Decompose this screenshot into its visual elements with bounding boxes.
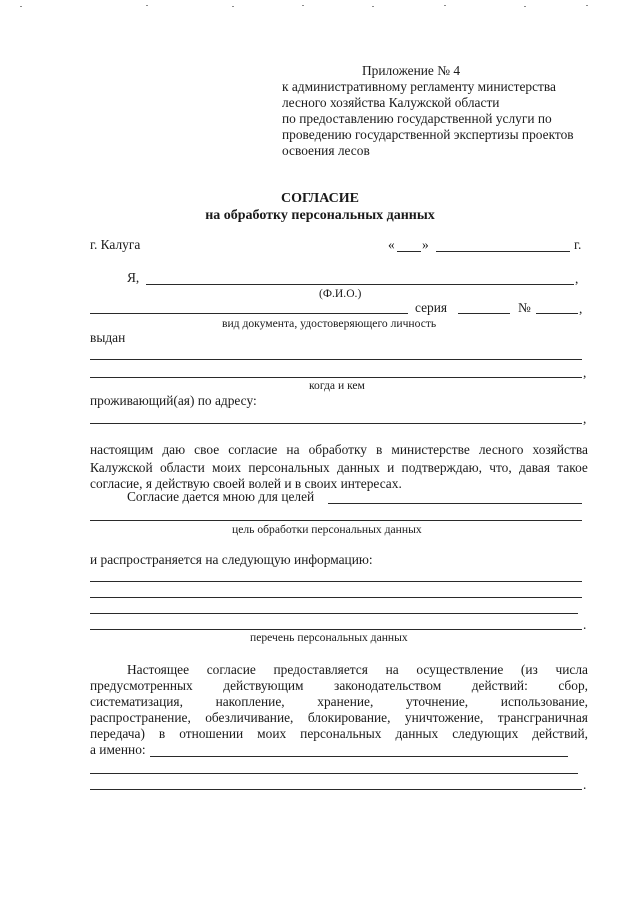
actions-line-4 <box>90 711 588 724</box>
paragraph-word: лесного <box>478 442 524 457</box>
paragraph-word: блокирование, <box>307 710 391 725</box>
actions-line-6: а именно: <box>90 742 146 757</box>
appendix-line: проведению государственной экспертизы проектов <box>282 127 574 142</box>
appendix-number: Приложение № 4 <box>362 63 461 78</box>
document-type-field[interactable] <box>90 313 408 314</box>
paragraph-word: действий, <box>532 726 588 741</box>
paragraph-word: свое <box>194 442 220 457</box>
paragraph-word: настоящим <box>90 442 154 457</box>
date-close-quote: » <box>422 237 429 252</box>
paragraph-word: подтверждаю, <box>401 460 482 475</box>
issued-label: выдан <box>90 330 126 345</box>
issued-field-line-1[interactable] <box>90 359 582 360</box>
paragraph-word: данных <box>336 460 380 475</box>
series-field[interactable] <box>458 313 510 314</box>
paragraph-word: данных <box>395 726 439 741</box>
scan-speckle <box>232 6 234 7</box>
info-label: и распространяется на следующую информацию: <box>90 552 373 567</box>
paragraph-word: систематизация, <box>90 694 183 709</box>
paragraph-word: Настоящее <box>127 662 190 677</box>
scan-speckle <box>372 6 374 7</box>
paragraph-word: действий: <box>471 678 528 693</box>
paragraph-word: такое <box>557 460 588 475</box>
scan-speckle <box>586 5 588 6</box>
paragraph-word: хозяйства <box>532 442 588 457</box>
period-mark: . <box>583 777 587 792</box>
paragraph-word: законодательством <box>334 678 442 693</box>
appendix-line: к административному регламенту министерства <box>282 79 556 94</box>
purpose-label: Согласие дается мною для целей <box>127 489 315 504</box>
document-subtitle: на обработку персональных данных <box>205 208 435 223</box>
period-mark: . <box>583 617 587 632</box>
paragraph-word: осуществление <box>416 662 504 677</box>
paragraph-word: и <box>387 460 395 475</box>
paragraph-word: министерстве <box>391 442 470 457</box>
paragraph-word: в <box>158 726 166 741</box>
issued-field-line-2[interactable] <box>90 377 582 378</box>
comma-mark: , <box>583 411 587 426</box>
paragraph-word: моих <box>212 460 242 475</box>
info-field-line-1[interactable] <box>90 581 582 582</box>
paragraph-word: даю <box>162 442 186 457</box>
consent-line-3: согласие, я действую своей волей и в своих интересах. <box>90 476 402 491</box>
paragraph-word: обработку <box>308 442 367 457</box>
purpose-caption: цель обработки персональных данных <box>232 523 422 536</box>
actions-line-5 <box>90 727 588 740</box>
scan-speckle <box>20 6 22 7</box>
date-open-quote: « <box>388 237 395 252</box>
paragraph-word: Калужской <box>90 460 153 475</box>
actions-field-line-1[interactable] <box>150 756 568 757</box>
paragraph-word: персональных <box>248 460 330 475</box>
appendix-line: лесного хозяйства Калужской области <box>282 95 500 110</box>
paragraph-word: давая <box>518 460 550 475</box>
paragraph-word: использование, <box>500 694 588 709</box>
paragraph-word: на <box>385 662 399 677</box>
paragraph-word: согласие <box>206 662 256 677</box>
info-field-line-2[interactable] <box>90 597 582 598</box>
actions-line-1 <box>127 663 588 676</box>
paragraph-word: в <box>376 442 383 457</box>
paragraph-word: действующим <box>223 678 304 693</box>
actions-line-2 <box>90 679 588 692</box>
paragraph-word: (из <box>520 662 538 677</box>
number-label: № <box>518 300 531 315</box>
purpose-field-line-2[interactable] <box>90 520 582 521</box>
comma-mark: , <box>579 301 583 316</box>
scan-speckle <box>146 5 148 6</box>
purpose-field-line-1[interactable] <box>328 503 582 504</box>
paragraph-word: следующих <box>452 726 519 741</box>
comma-mark: , <box>583 365 587 380</box>
paragraph-word: уничтожение, <box>404 710 484 725</box>
paragraph-word: сбор, <box>558 678 588 693</box>
paragraph-word: хранение, <box>317 694 374 709</box>
paragraph-word: предусмотренных <box>90 678 193 693</box>
consent-line-2 <box>90 461 588 474</box>
paragraph-word: накопление, <box>215 694 285 709</box>
number-field[interactable] <box>536 313 578 314</box>
paragraph-word: уточнение, <box>405 694 469 709</box>
appendix-line: по предоставлению государственной услуги по <box>282 111 552 126</box>
comma-mark: , <box>575 271 579 286</box>
fio-caption: (Ф.И.О.) <box>319 287 362 300</box>
document-title: СОГЛАСИЕ <box>281 191 359 206</box>
paragraph-word: трансграничная <box>497 710 588 725</box>
actions-field-line-3[interactable] <box>90 789 582 790</box>
document-type-caption: вид документа, удостоверяющего личность <box>222 317 437 330</box>
scan-speckle <box>524 6 526 7</box>
date-day-field[interactable] <box>397 251 421 252</box>
paragraph-word: области <box>159 460 205 475</box>
actions-line-3 <box>90 695 588 708</box>
address-field[interactable] <box>90 423 582 424</box>
fio-field[interactable] <box>146 284 574 285</box>
date-month-field[interactable] <box>436 251 570 252</box>
scan-speckle <box>302 5 304 6</box>
city-label: г. Калуга <box>90 237 141 252</box>
issued-caption: когда и кем <box>309 379 365 392</box>
year-suffix: г. <box>574 237 582 252</box>
paragraph-word: персональных <box>300 726 382 741</box>
paragraph-word: что, <box>489 460 512 475</box>
address-label: проживающий(ая) по адресу: <box>90 393 257 408</box>
paragraph-word: на <box>286 442 300 457</box>
info-field-line-4[interactable] <box>90 629 582 630</box>
paragraph-word: числа <box>555 662 588 677</box>
appendix-line: освоения лесов <box>282 143 370 158</box>
paragraph-word: отношении <box>179 726 244 741</box>
paragraph-word: моих <box>257 726 287 741</box>
consent-line-1 <box>90 443 588 456</box>
paragraph-word: обезличивание, <box>205 710 294 725</box>
series-label: серия <box>415 300 448 315</box>
paragraph-word: согласие <box>228 442 278 457</box>
i-label: Я, <box>127 270 140 285</box>
paragraph-word: передача) <box>90 726 145 741</box>
scan-speckle <box>444 5 446 6</box>
info-field-line-3[interactable] <box>90 613 578 614</box>
actions-field-line-2[interactable] <box>90 773 578 774</box>
paragraph-word: распространение, <box>90 710 191 725</box>
paragraph-word: предоставляется <box>273 662 368 677</box>
info-caption: перечень персональных данных <box>250 631 408 644</box>
